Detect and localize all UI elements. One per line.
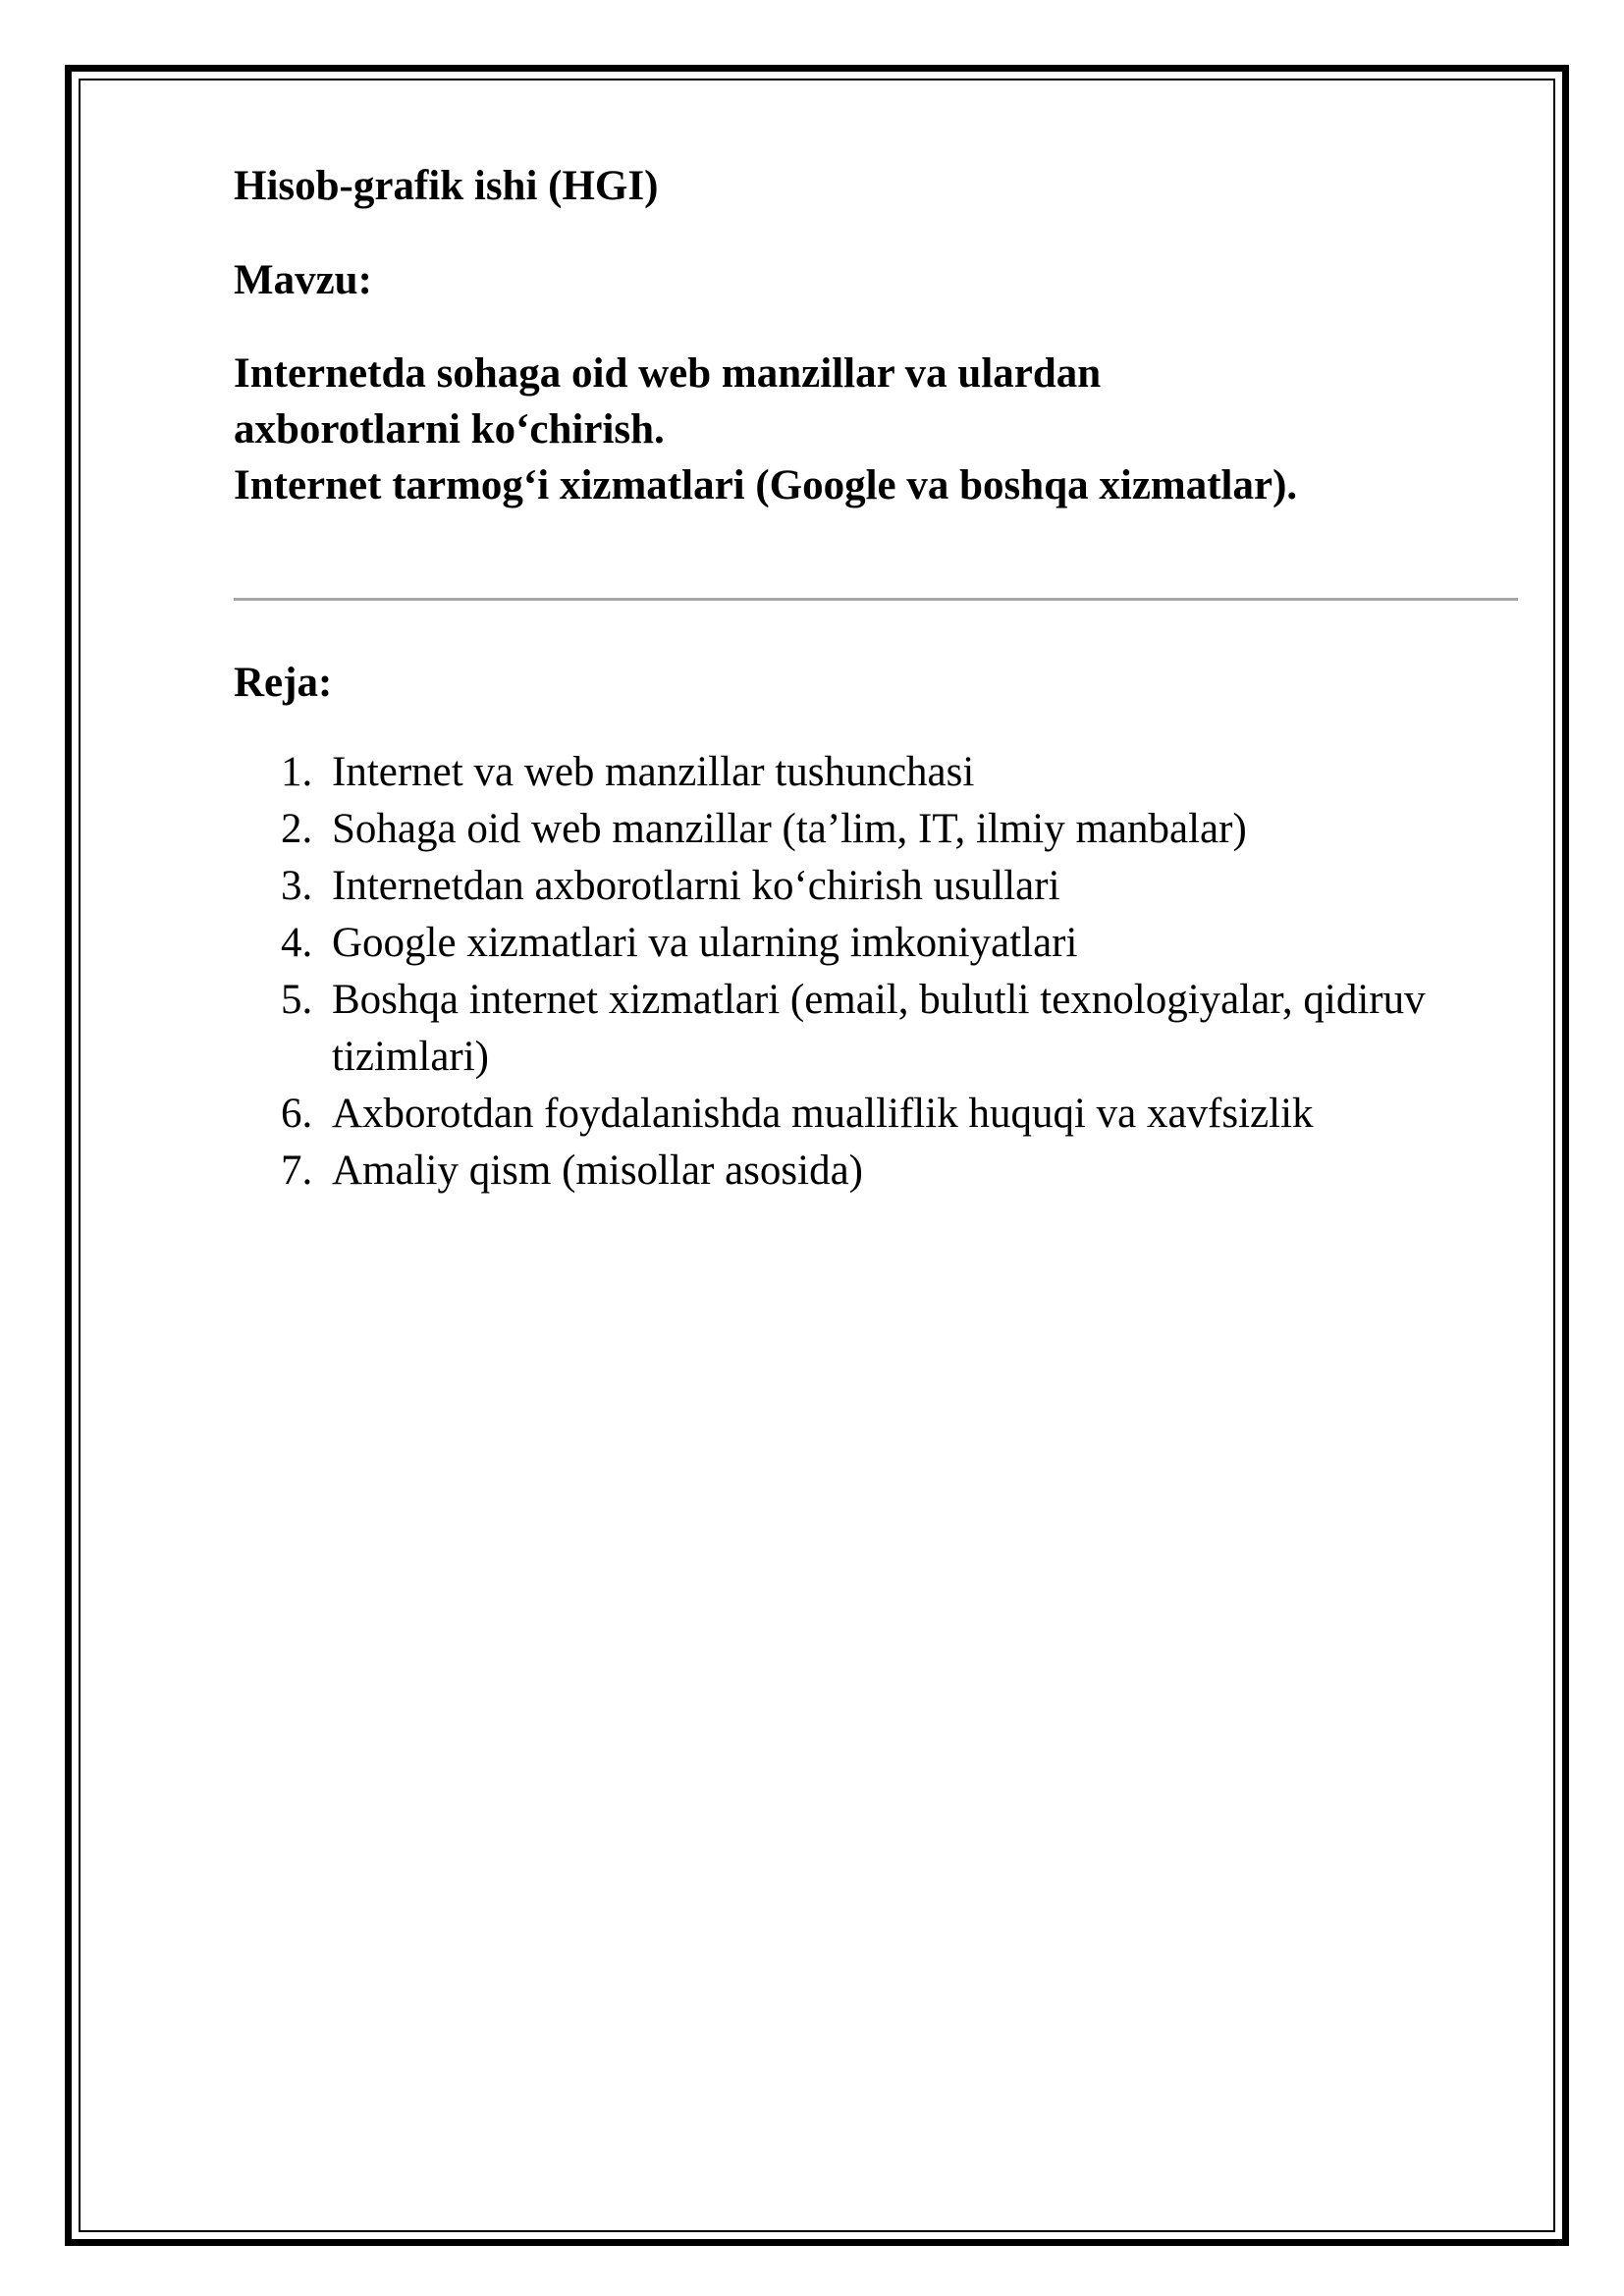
plan-item-text: Amaliy qism (misollar asosida) [332,1148,864,1194]
plan-item [234,1086,1530,1143]
plan-item-number: 6. [281,1091,313,1137]
topic-line: Internet tarmog‘i xizmatlari (Google va boshqa xizmatlar). [234,462,1298,508]
topic-text [234,346,1297,513]
topic-line: Internetda sohaga oid web manzillar va ulardan [234,350,1102,397]
section-divider [234,598,1518,601]
plan-item [234,744,1530,801]
plan-item [234,972,1530,1086]
plan-item [234,1143,1530,1200]
topic-line: axborotlarni ko‘chirish. [234,406,665,453]
plan-item-text: Internetdan axborotlarni ko‘chirish usullari [332,863,1060,909]
plan-item-number: 1. [281,749,313,795]
plan-item-text: Sohaga oid web manzillar (ta’lim, IT, ilmiy manbalar) [332,806,1247,852]
plan-item-number: 4. [281,920,313,966]
plan-item-text: Google xizmatlari va ularning imkoniyatlari [332,920,1078,966]
plan-item-number: 3. [281,863,313,909]
plan-item-number: 2. [281,806,313,852]
plan-item-text: Boshqa internet xizmatlari (email, bulutli texnologiyalar, qidiruv tizimlari) [332,977,1426,1080]
plan-item-text: Axborotdan foydalanishda mualliflik huquqi va xavfsizlik [332,1091,1314,1137]
plan-item [234,801,1530,858]
plan-list [234,744,1530,1200]
plan-item-number: 5. [281,977,313,1023]
topic-label: Mavzu: [234,257,372,303]
plan-item-number: 7. [281,1148,313,1194]
plan-item [234,915,1530,972]
plan-item [234,858,1530,915]
document-title: Hisob-grafik ishi (HGI) [234,163,659,209]
plan-item-text: Internet va web manzillar tushunchasi [332,749,975,795]
plan-label: Reja: [234,660,333,706]
